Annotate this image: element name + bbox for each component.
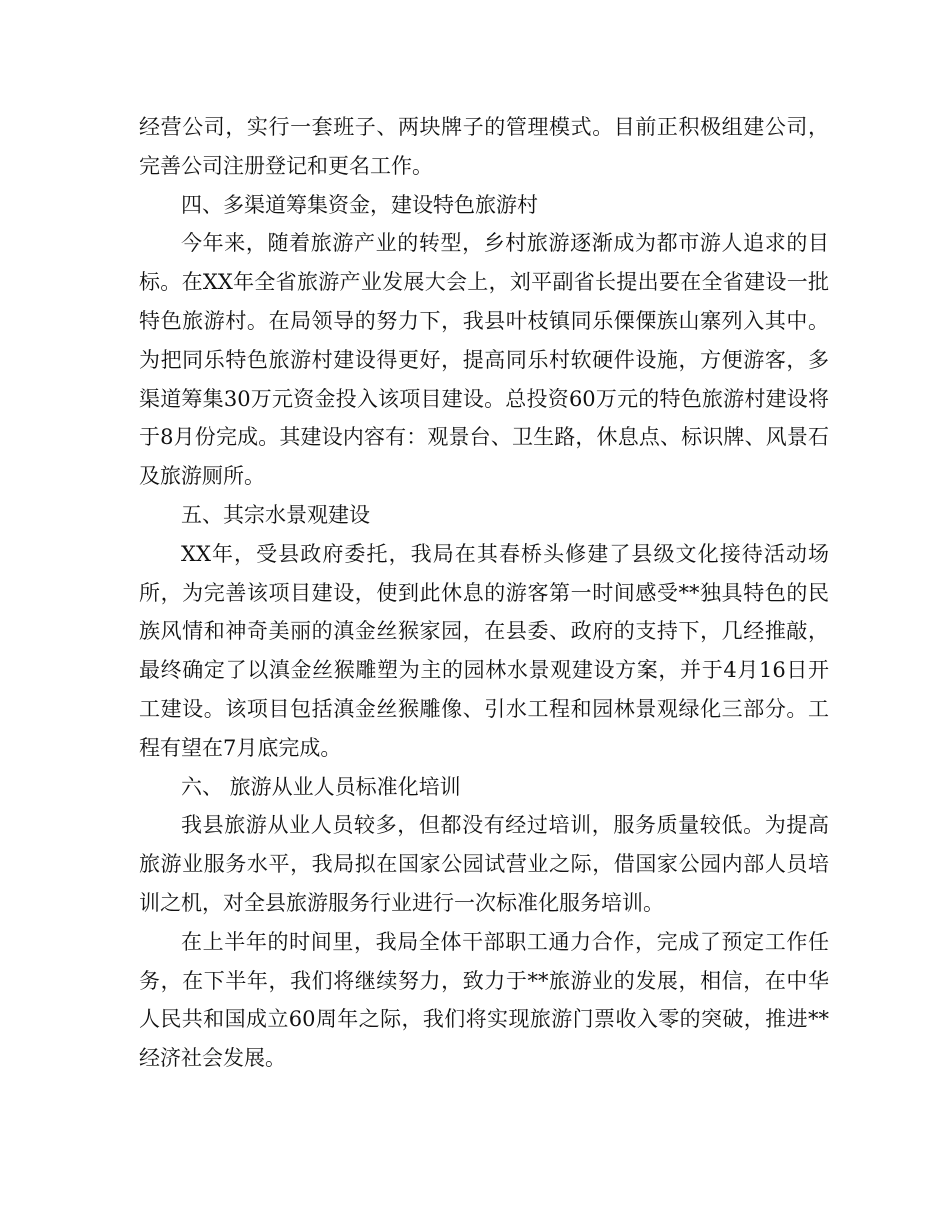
paragraph-water-landscape: XX年，受县政府委托，我局在其春桥头修建了县级文化接待活动场所，为完善该项目建设，使到此休息的游客第一时间感受**独具特色的民族风情和神奇美丽的滇金丝猴家园，在县委、政府的支持下，几经推敲，最终确定了以滇金丝猴雕塑为主的园林水景观建设方案，并于4月16日开工建设。该项目包括滇金丝猴雕像、引水工程和园林景观绿化三部分。工程有望在7月底完成。 — [139, 541, 829, 760]
paragraph-conclusion: 在上半年的时间里，我局全体干部职工通力合作，完成了预定工作任务，在下半年，我们将继续努力，致力于**旅游业的发展，相信，在中华人民共和国成立60周年之际，我们将实现旅游门票收入零的突破，推进**经济社会发展。 — [139, 929, 829, 1071]
paragraph-tourism-village: 今年来，随着旅游产业的转型，乡村旅游逐渐成为都市游人追求的目标。在XX年全省旅游产业发展大会上，刘平副省长提出要在全省建设一批特色旅游村。在局领导的努力下，我县叶枝镇同乐傈傈族山寨列入其中。为把同乐特色旅游村建设得更好，提高同乐村软硬件设施，方便游客，多渠道筹集30万元资金投入该项目建设。总投资60万元的特色旅游村建设将于8月份完成。其建设内容有：观景台、卫生路，休息点、标识牌、风景石及旅游厕所。 — [139, 231, 829, 489]
section-heading-5: 五、其宗水景观建设 — [181, 502, 370, 527]
document-body — [139, 108, 829, 1078]
section-heading-6: 六、 旅游从业人员标准化培训 — [181, 774, 461, 799]
section-heading-4: 四、多渠道筹集资金，建设特色旅游村 — [181, 192, 538, 217]
paragraph-training: 我县旅游从业人员较多，但都没有经过培训，服务质量较低。为提高旅游业服务水平，我局拟在国家公园试营业之际，借国家公园内部人员培训之机，对全县旅游服务行业进行一次标准化服务培训。 — [139, 813, 829, 915]
paragraph-continuation: 经营公司，实行一套班子、两块牌子的管理模式。目前正积极组建公司，完善公司注册登记和更名工作。 — [139, 115, 829, 178]
